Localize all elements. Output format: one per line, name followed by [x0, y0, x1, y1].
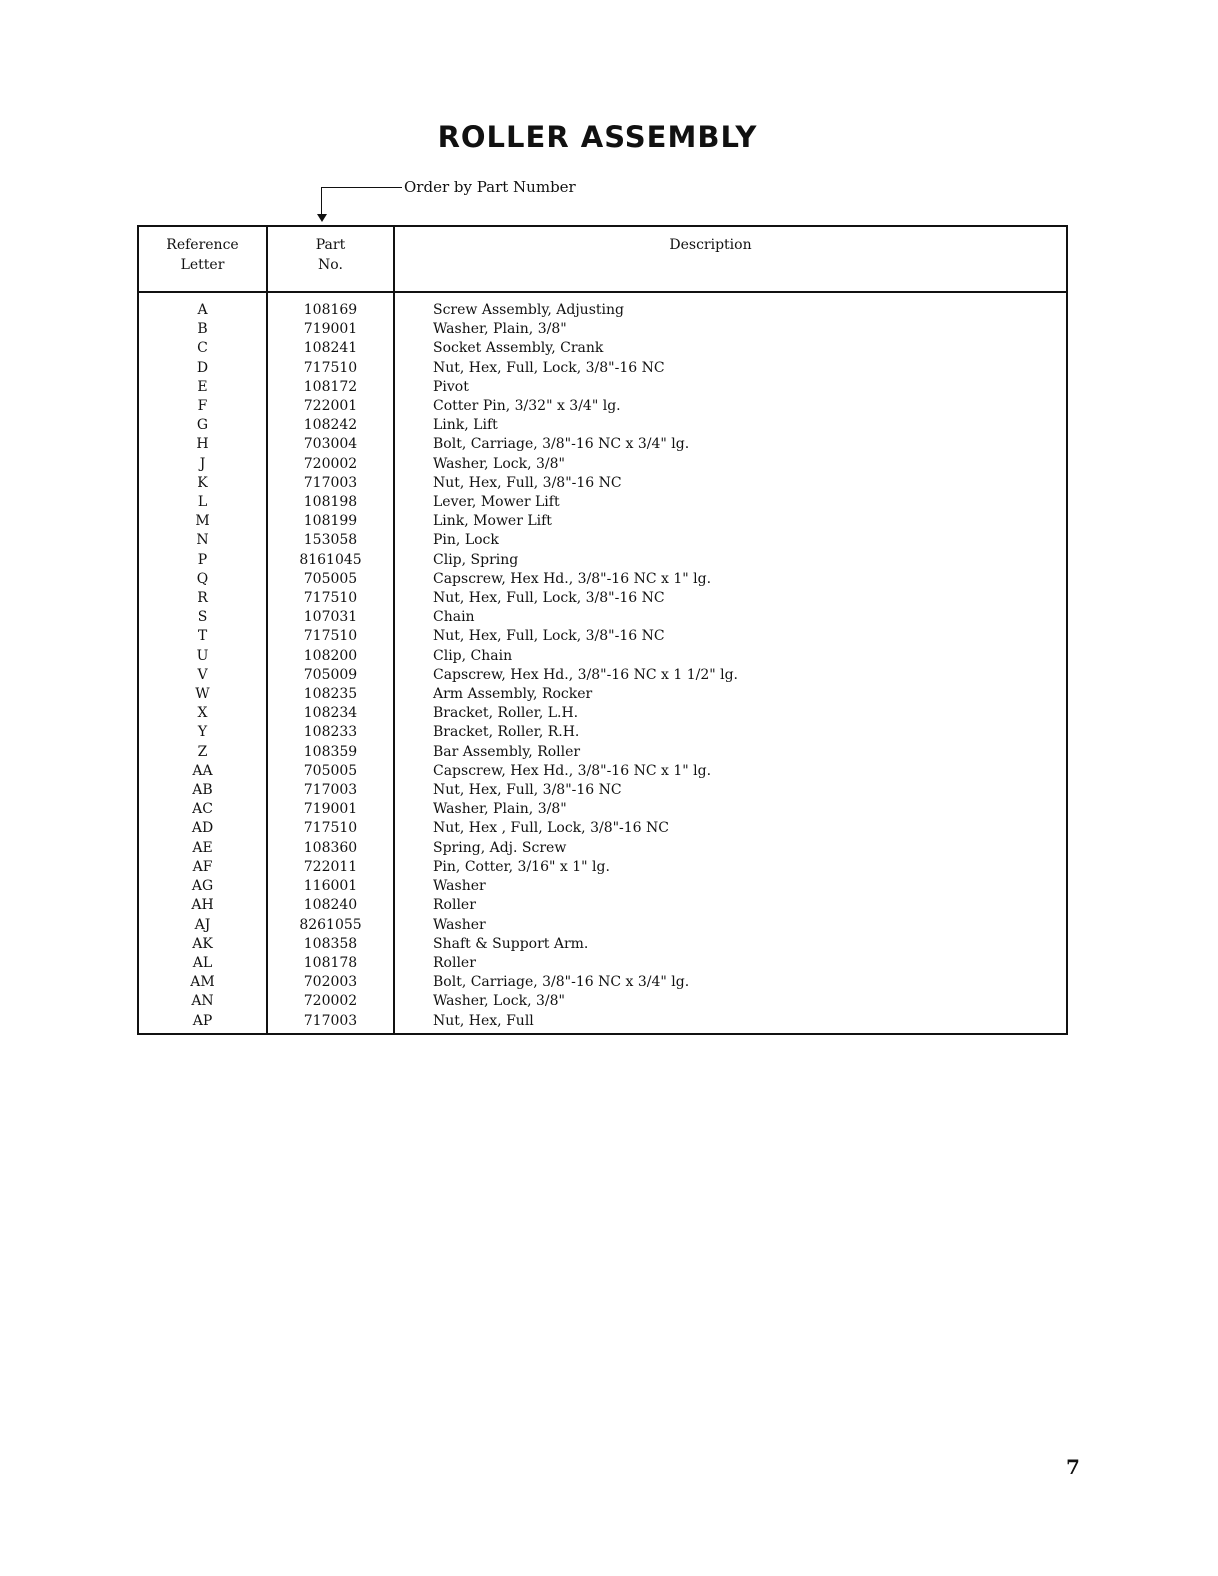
table-row — [138, 954, 1067, 973]
description-cell: Bracket, Roller, R.H. — [433, 724, 580, 741]
part-number-cell: 108242 — [267, 416, 394, 435]
part-number-cell: 722001 — [267, 397, 394, 416]
description-cell: Washer, Lock, 3/8" — [433, 455, 565, 472]
part-number-cell: 108172 — [267, 378, 394, 397]
reference-letter-cell: AB — [138, 781, 267, 800]
order-note: Order by Part Number — [404, 178, 576, 196]
part-number-cell: 108358 — [267, 935, 394, 954]
table-header-row — [138, 226, 1067, 292]
description-cell: Bar Assembly, Roller — [433, 743, 581, 760]
table-row — [138, 896, 1067, 915]
table-row — [138, 339, 1067, 358]
reference-letter-cell: AK — [138, 935, 267, 954]
reference-letter-cell: AC — [138, 800, 267, 819]
part-number-cell: 717510 — [267, 627, 394, 646]
description-cell: Capscrew, Hex Hd., 3/8"-16 NC x 1" lg. — [433, 762, 712, 779]
table-row — [138, 992, 1067, 1011]
part-number-cell: 107031 — [267, 608, 394, 627]
table-row — [138, 512, 1067, 531]
table-row — [138, 916, 1067, 935]
description-cell: Shaft & Support Arm. — [433, 935, 589, 952]
header-part-line1: Part — [315, 237, 346, 253]
part-number-cell: 108169 — [267, 292, 394, 320]
table-row — [138, 359, 1067, 378]
table-row — [138, 416, 1067, 435]
description-cell: Washer — [433, 916, 486, 933]
reference-letter-cell: P — [138, 551, 267, 570]
table-row — [138, 1012, 1067, 1034]
description-cell: Clip, Spring — [433, 551, 519, 568]
order-bracket-line — [322, 187, 402, 188]
description-cell: Bolt, Carriage, 3/8"-16 NC x 3/4" lg. — [433, 436, 690, 453]
reference-letter-cell: U — [138, 647, 267, 666]
description-cell: Bracket, Roller, L.H. — [433, 705, 579, 722]
reference-letter-cell: AL — [138, 954, 267, 973]
reference-letter-cell: G — [138, 416, 267, 435]
table-row — [138, 493, 1067, 512]
reference-letter-cell: N — [138, 531, 267, 550]
reference-letter-cell: Y — [138, 723, 267, 742]
table-row — [138, 570, 1067, 589]
header-part-line2: No. — [318, 257, 343, 273]
table-row — [138, 435, 1067, 454]
part-number-cell: 720002 — [267, 992, 394, 1011]
description-cell: Nut, Hex, Full, Lock, 3/8"-16 NC — [433, 359, 665, 376]
reference-letter-cell: V — [138, 666, 267, 685]
part-number-cell: 703004 — [267, 435, 394, 454]
part-number-cell: 108360 — [267, 839, 394, 858]
description-cell: Link, Lift — [433, 417, 498, 434]
reference-letter-cell: AN — [138, 992, 267, 1011]
description-cell: Bolt, Carriage, 3/8"-16 NC x 3/4" lg. — [433, 974, 690, 991]
table-row — [138, 531, 1067, 550]
table-row — [138, 292, 1067, 320]
part-number-cell: 108198 — [267, 493, 394, 512]
reference-letter-cell: AF — [138, 858, 267, 877]
part-number-cell: 108359 — [267, 743, 394, 762]
reference-letter-cell: A — [138, 292, 267, 320]
description-cell: Spring, Adj. Screw — [433, 839, 567, 856]
table-row — [138, 474, 1067, 493]
part-number-cell: 116001 — [267, 877, 394, 896]
part-number-cell: 108240 — [267, 896, 394, 915]
description-cell: Nut, Hex, Full, Lock, 3/8"-16 NC — [433, 590, 665, 607]
table-row — [138, 839, 1067, 858]
table-row — [138, 589, 1067, 608]
description-cell: Cotter Pin, 3/32" x 3/4" lg. — [433, 398, 621, 415]
parts-table — [137, 225, 1068, 1035]
header-desc-label: Description — [669, 237, 752, 253]
reference-letter-cell: K — [138, 474, 267, 493]
reference-letter-cell: W — [138, 685, 267, 704]
page-number: 7 — [1066, 1455, 1080, 1479]
part-number-cell: 717003 — [267, 474, 394, 493]
table-row — [138, 858, 1067, 877]
description-cell: Nut, Hex , Full, Lock, 3/8"-16 NC — [433, 820, 669, 837]
part-number-cell: 8161045 — [267, 551, 394, 570]
table-row — [138, 608, 1067, 627]
header-ref-line1: Reference — [166, 237, 239, 253]
reference-letter-cell: C — [138, 339, 267, 358]
part-number-cell: 705005 — [267, 570, 394, 589]
part-number-cell: 717003 — [267, 781, 394, 800]
header-description — [394, 226, 1067, 292]
description-cell: Roller — [433, 954, 476, 971]
description-cell: Washer, Plain, 3/8" — [433, 321, 567, 338]
part-number-cell: 8261055 — [267, 916, 394, 935]
reference-letter-cell: F — [138, 397, 267, 416]
table-row — [138, 647, 1067, 666]
part-number-cell: 722011 — [267, 858, 394, 877]
table-row — [138, 685, 1067, 704]
part-number-cell: 108200 — [267, 647, 394, 666]
reference-letter-cell: Q — [138, 570, 267, 589]
table-row — [138, 781, 1067, 800]
reference-letter-cell: X — [138, 704, 267, 723]
part-number-cell: 717510 — [267, 359, 394, 378]
reference-letter-cell: AA — [138, 762, 267, 781]
table-row — [138, 973, 1067, 992]
part-number-cell: 108199 — [267, 512, 394, 531]
part-number-cell: 702003 — [267, 973, 394, 992]
order-bracket-drop — [321, 187, 322, 217]
reference-letter-cell: Z — [138, 743, 267, 762]
table-row — [138, 397, 1067, 416]
table-row — [138, 378, 1067, 397]
table-row — [138, 800, 1067, 819]
table-row — [138, 627, 1067, 646]
part-number-cell: 717003 — [267, 1012, 394, 1034]
description-cell: Capscrew, Hex Hd., 3/8"-16 NC x 1 1/2" lg. — [433, 666, 738, 683]
part-number-cell: 719001 — [267, 320, 394, 339]
part-number-cell: 719001 — [267, 800, 394, 819]
reference-letter-cell: AE — [138, 839, 267, 858]
header-part-number — [267, 226, 394, 292]
reference-letter-cell: T — [138, 627, 267, 646]
reference-letter-cell: S — [138, 608, 267, 627]
description-cell: Washer — [433, 878, 486, 895]
table-row — [138, 704, 1067, 723]
part-number-cell: 108235 — [267, 685, 394, 704]
header-ref-line2: Letter — [180, 257, 225, 273]
reference-letter-cell: B — [138, 320, 267, 339]
reference-letter-cell: AH — [138, 896, 267, 915]
part-number-cell: 108178 — [267, 954, 394, 973]
reference-letter-cell: D — [138, 359, 267, 378]
table-row — [138, 551, 1067, 570]
description-cell: Clip, Chain — [433, 647, 513, 664]
description-cell: Nut, Hex, Full, Lock, 3/8"-16 NC — [433, 628, 665, 645]
reference-letter-cell: R — [138, 589, 267, 608]
header-reference-letter — [138, 226, 267, 292]
reference-letter-cell: AJ — [138, 916, 267, 935]
description-cell: Pivot — [433, 378, 469, 395]
reference-letter-cell: J — [138, 455, 267, 474]
description-cell: Pin, Cotter, 3/16" x 1" lg. — [433, 858, 610, 875]
table-row — [138, 935, 1067, 954]
part-number-cell: 108241 — [267, 339, 394, 358]
part-number-cell: 717510 — [267, 589, 394, 608]
reference-letter-cell: H — [138, 435, 267, 454]
table-row — [138, 320, 1067, 339]
reference-letter-cell: AM — [138, 973, 267, 992]
reference-letter-cell: AD — [138, 819, 267, 838]
part-number-cell: 153058 — [267, 531, 394, 550]
description-cell: Arm Assembly, Rocker — [433, 686, 593, 703]
part-number-cell: 108234 — [267, 704, 394, 723]
reference-letter-cell: M — [138, 512, 267, 531]
description-cell: Lever, Mower Lift — [433, 494, 560, 511]
description-cell: Link, Mower Lift — [433, 513, 552, 530]
description-cell: Socket Assembly, Crank — [433, 340, 604, 357]
table-row — [138, 762, 1067, 781]
table-row — [138, 743, 1067, 762]
description-cell: Nut, Hex, Full, 3/8"-16 NC — [433, 474, 622, 491]
arrow-down-icon — [317, 214, 327, 222]
description-cell: Screw Assembly, Adjusting — [433, 302, 624, 318]
table-row — [138, 877, 1067, 896]
parts-table-body — [138, 292, 1067, 1034]
reference-letter-cell: L — [138, 493, 267, 512]
table-row — [138, 723, 1067, 742]
description-cell: Capscrew, Hex Hd., 3/8"-16 NC x 1" lg. — [433, 570, 712, 587]
part-number-cell: 720002 — [267, 455, 394, 474]
reference-letter-cell: AP — [138, 1012, 267, 1034]
reference-letter-cell: AG — [138, 877, 267, 896]
reference-letter-cell: E — [138, 378, 267, 397]
part-number-cell: 717510 — [267, 819, 394, 838]
table-row — [138, 666, 1067, 685]
part-number-cell: 108233 — [267, 723, 394, 742]
part-number-cell: 705005 — [267, 762, 394, 781]
description-cell: Roller — [433, 897, 476, 914]
description-cell: Washer, Lock, 3/8" — [433, 993, 565, 1010]
description-cell: Nut, Hex, Full — [433, 1012, 534, 1029]
page-title: ROLLER ASSEMBLY — [437, 120, 758, 154]
description-cell: Washer, Plain, 3/8" — [433, 801, 567, 818]
part-number-cell: 705009 — [267, 666, 394, 685]
table-row — [138, 819, 1067, 838]
description-cell: Chain — [433, 609, 475, 626]
table-row — [138, 455, 1067, 474]
description-cell: Nut, Hex, Full, 3/8"-16 NC — [433, 782, 622, 799]
description-cell: Pin, Lock — [433, 532, 499, 549]
